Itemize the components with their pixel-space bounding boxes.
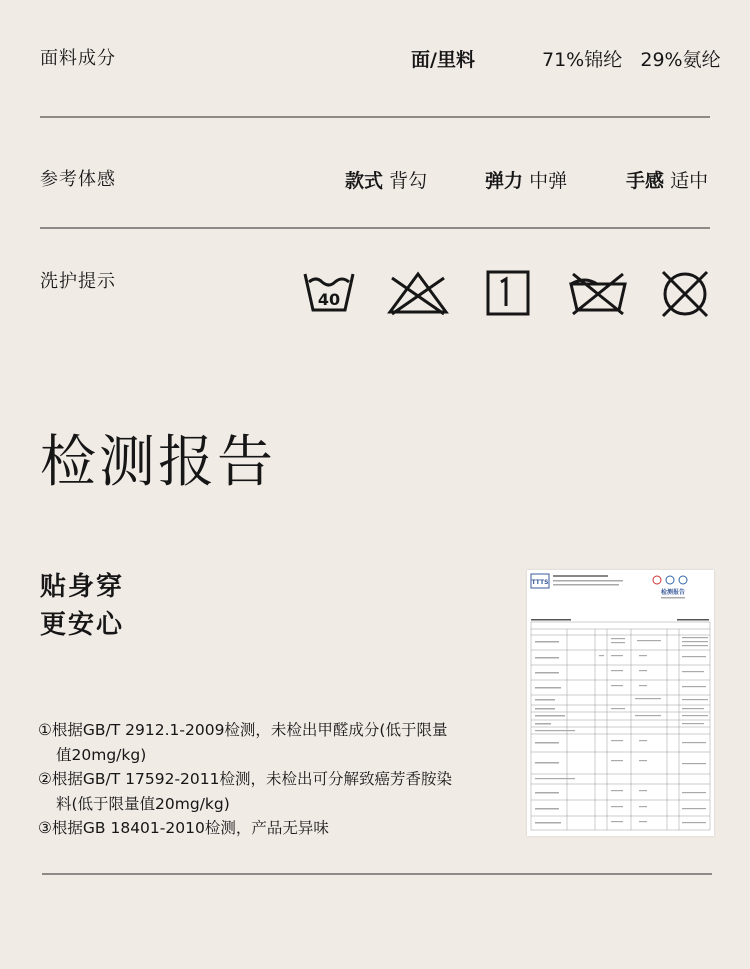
slogan-line2: 更安心 bbox=[40, 610, 125, 640]
divider bbox=[42, 873, 712, 875]
feel-value: 背勾 bbox=[389, 170, 428, 192]
test-report-image bbox=[527, 570, 714, 836]
fabric-composition: 71%锦纶 29%氨纶 bbox=[542, 49, 721, 71]
feel-value: 适中 bbox=[670, 170, 709, 192]
divider bbox=[40, 116, 710, 118]
report-title: 检测报告 bbox=[40, 430, 276, 495]
report-note: ③根据GB 18401-2010检测，产品无异味 bbox=[38, 819, 329, 837]
no-dry-clean-icon bbox=[657, 270, 713, 318]
feel-item-touch bbox=[626, 166, 708, 193]
divider bbox=[40, 227, 710, 229]
report-note: ①根据GB/T 2912.1-2009检测，未检出甲醛成分(低于限量值20mg/kg) bbox=[38, 721, 448, 764]
feel-item-elastic bbox=[485, 166, 567, 193]
feel-label: 参考体感 bbox=[40, 169, 116, 190]
fabric-label: 面料成分 bbox=[40, 48, 116, 69]
no-iron-icon bbox=[567, 270, 629, 316]
wash-40-icon bbox=[303, 270, 355, 316]
feel-key: 手感 bbox=[626, 170, 665, 192]
wash-temp: 40 bbox=[317, 290, 341, 309]
fabric-part-label: 面/里料 bbox=[411, 49, 475, 71]
report-logo: TTTS bbox=[531, 579, 549, 586]
line-dry-icon bbox=[486, 270, 530, 316]
report-notes bbox=[38, 718, 458, 841]
feel-key: 款式 bbox=[345, 170, 384, 192]
slogan-line1: 贴身穿 bbox=[40, 572, 125, 602]
report-doc-title: 检测报告 bbox=[660, 589, 686, 596]
feel-item-style bbox=[345, 166, 427, 193]
care-label: 洗护提示 bbox=[40, 271, 116, 292]
no-bleach-icon bbox=[386, 270, 450, 316]
feel-key: 弹力 bbox=[485, 170, 524, 192]
feel-value: 中弹 bbox=[529, 170, 568, 192]
report-note: ②根据GB/T 17592-2011检测，未检出可分解致癌芳香胺染料(低于限量值20mg/kg) bbox=[38, 770, 453, 813]
